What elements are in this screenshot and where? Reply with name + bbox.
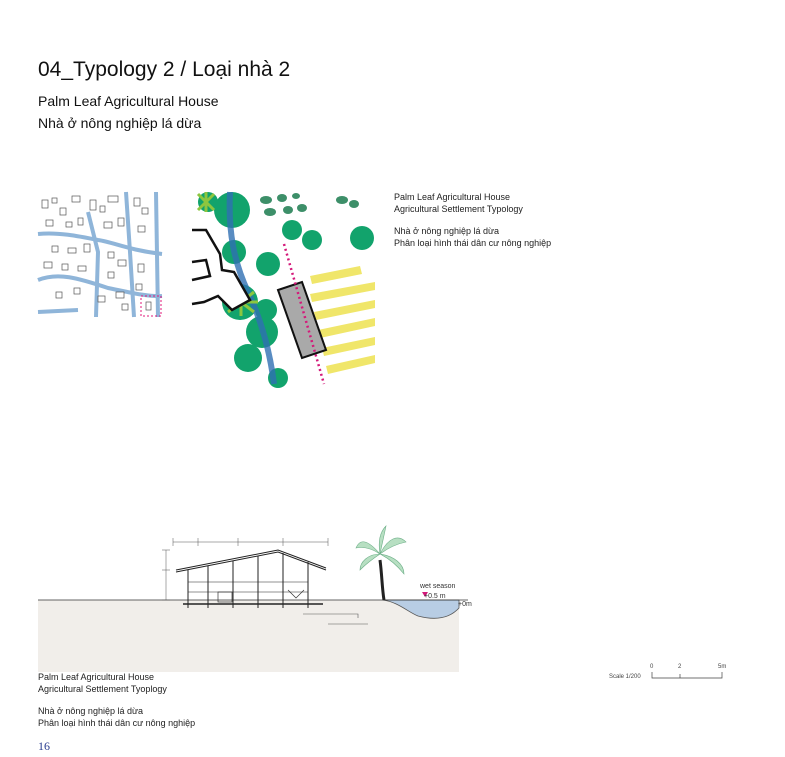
- caption-line: Phân loại hình thái dân cư nông nghiệp: [394, 238, 552, 248]
- scale-tick-5m: 5m: [718, 664, 727, 670]
- palm-tree-section: [356, 526, 406, 600]
- house-section: [176, 550, 326, 608]
- caption-right: [394, 191, 551, 249]
- scale-line: [652, 672, 722, 678]
- water-level-label: +0.5 m: [424, 593, 446, 600]
- caption-line: Palm Leaf Agricultural House: [394, 192, 511, 202]
- caption-line: Palm Leaf Agricultural House: [38, 672, 155, 682]
- caption-line: Nhà ở nông nghiệp lá dừa: [38, 706, 144, 716]
- caption-line: Nhà ở nông nghiệp lá dừa: [394, 226, 500, 236]
- scale-bar: [605, 660, 740, 690]
- scale-tick-2: 2: [678, 664, 682, 670]
- wet-season-label: wet season: [420, 583, 456, 590]
- page-number: 16: [38, 739, 50, 753]
- ground: [38, 600, 459, 672]
- context-map: [38, 192, 162, 317]
- subtitle-english: Palm Leaf Agricultural House: [38, 93, 219, 109]
- caption-line: Agricultural Settlement Typology: [394, 204, 523, 214]
- scale-tick-0: 0: [650, 664, 654, 670]
- caption-line: Agricultural Settlement Tyoplogy: [38, 684, 167, 694]
- caption-bottom: [38, 671, 195, 729]
- site-plan: [192, 192, 375, 384]
- scale-label: Scale 1/200: [609, 674, 641, 680]
- caption-line: Phân loại hình thái dân cư nông nghiệp: [38, 718, 196, 728]
- datum-label: +0m: [458, 601, 472, 608]
- page-title: 04_Typology 2 / Loại nhà 2: [38, 58, 291, 81]
- section-drawing: [38, 520, 472, 672]
- subtitle-vietnamese: Nhà ở nông nghiệp lá dừa: [38, 115, 202, 131]
